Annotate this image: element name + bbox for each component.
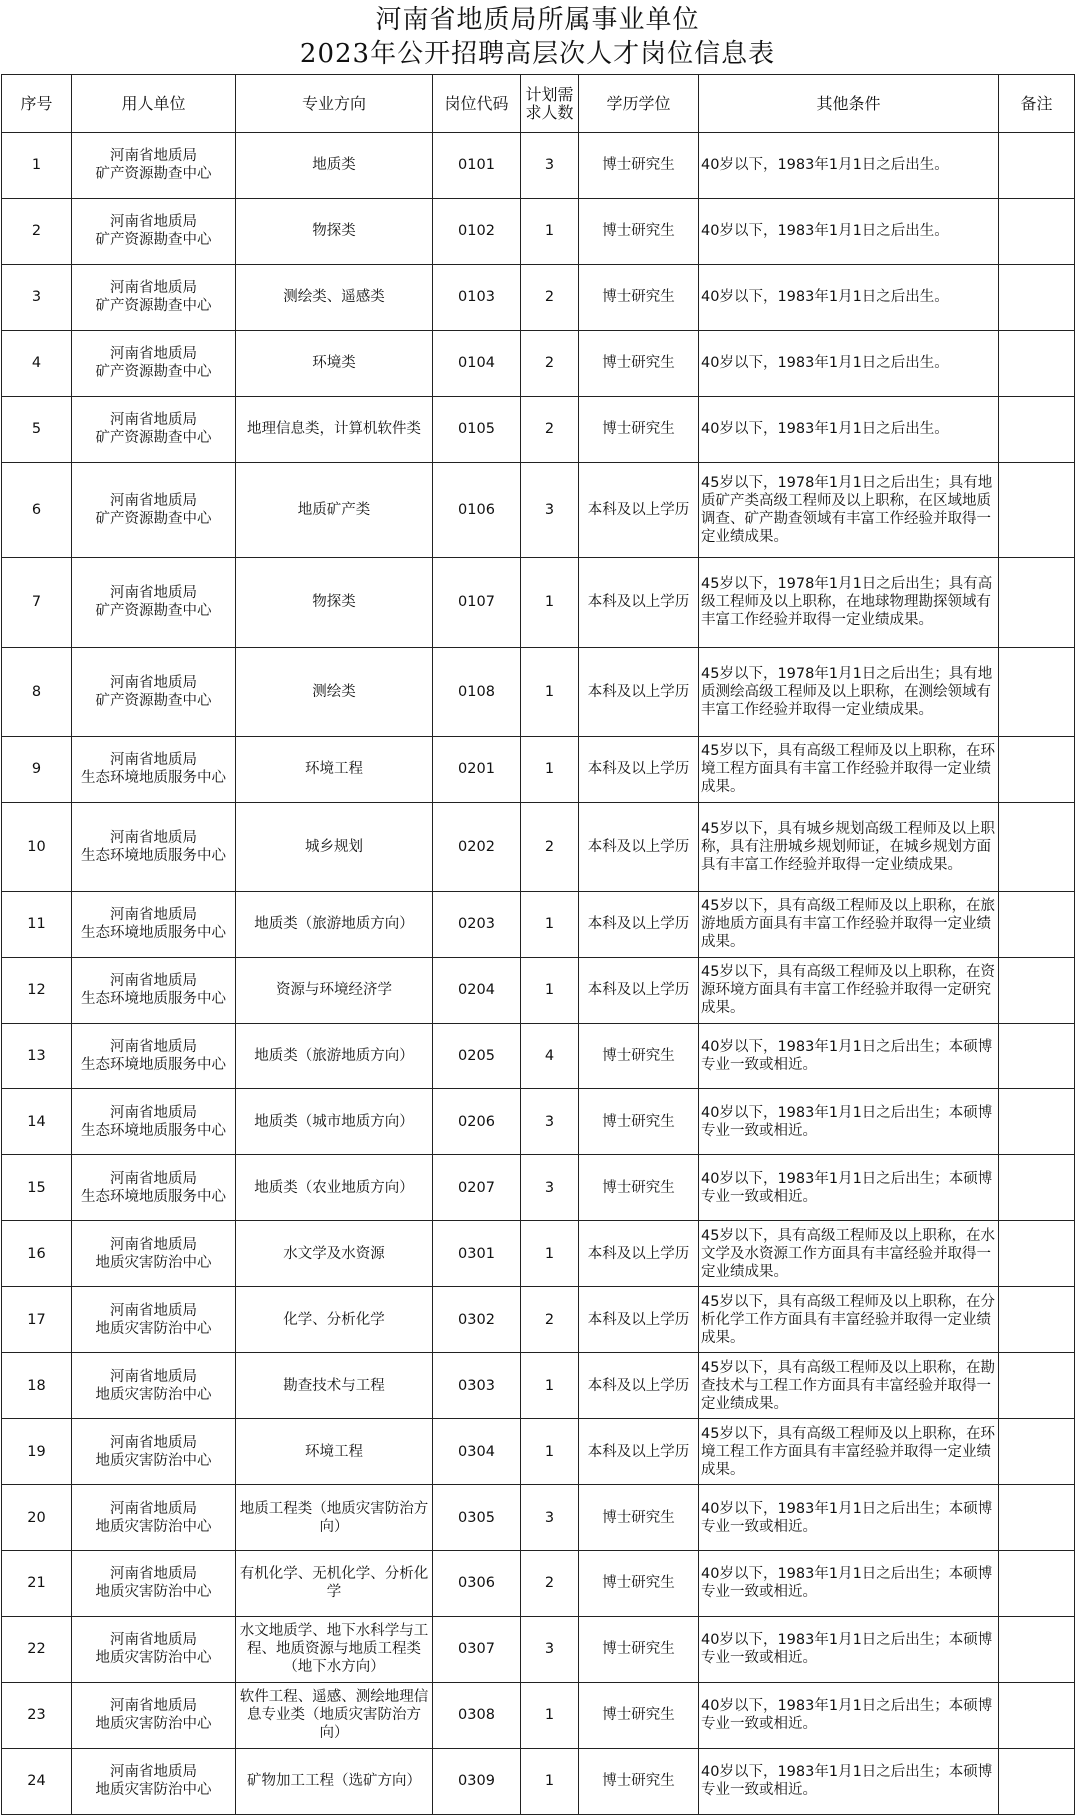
cell-no: 20 [2, 1485, 72, 1551]
cell-major: 矿物加工工程（选矿方向） [236, 1748, 433, 1814]
cell-major: 水文学及水资源 [236, 1221, 433, 1287]
unit-line: 矿产资源勘查中心 [95, 298, 212, 315]
cell-unit [72, 330, 236, 396]
cell-cond: 45岁以下，具有高级工程师及以上职称，在环境工程方面具有丰富工作经验并取得一定业绩成果。 [699, 736, 999, 802]
cell-unit [72, 736, 236, 802]
cell-cond: 40岁以下，1983年1月1日之后出生。 [699, 396, 999, 462]
cell-major: 地质工程类（地质灾害防治方向） [236, 1485, 433, 1551]
cell-no: 16 [2, 1221, 72, 1287]
cell-note [999, 198, 1075, 264]
cell-no: 14 [2, 1089, 72, 1155]
cell-count: 2 [521, 264, 579, 330]
cell-major: 城乡规划 [236, 802, 433, 891]
cell-unit [72, 1287, 236, 1353]
cell-count: 1 [521, 1221, 579, 1287]
cell-code: 0308 [433, 1682, 521, 1748]
cell-note [999, 330, 1075, 396]
cell-edu: 本科及以上学历 [579, 1287, 699, 1353]
unit-line: 河南省地质局 [110, 1302, 197, 1319]
unit-line: 河南省地质局 [110, 1038, 197, 1055]
unit-line: 河南省地质局 [110, 752, 197, 769]
cell-edu: 本科及以上学历 [579, 1419, 699, 1485]
cell-major: 化学、分析化学 [236, 1287, 433, 1353]
cell-unit [72, 802, 236, 891]
table-row [2, 1353, 1075, 1419]
cell-edu: 博士研究生 [579, 1682, 699, 1748]
col-header-code: 岗位代码 [433, 75, 521, 133]
cell-cond: 45岁以下，具有城乡规划高级工程师及以上职称，具有注册城乡规划师证，在城乡规划方面具有丰富工作经验并取得一定业绩成果。 [699, 802, 999, 891]
unit-line: 河南省地质局 [110, 1170, 197, 1187]
table-header-row [2, 75, 1075, 133]
cell-note [999, 957, 1075, 1023]
cell-edu: 博士研究生 [579, 1616, 699, 1682]
cell-edu: 本科及以上学历 [579, 736, 699, 802]
cell-code: 0106 [433, 462, 521, 557]
table-row [2, 1287, 1075, 1353]
cell-unit [72, 462, 236, 557]
cell-no: 7 [2, 557, 72, 647]
unit-line: 河南省地质局 [110, 346, 197, 363]
cell-count: 1 [521, 1682, 579, 1748]
cell-count: 1 [521, 957, 579, 1023]
cell-cond: 40岁以下，1983年1月1日之后出生；本硕博专业一致或相近。 [699, 1485, 999, 1551]
cell-count: 1 [521, 647, 579, 736]
cell-code: 0307 [433, 1616, 521, 1682]
cell-code: 0102 [433, 198, 521, 264]
cell-edu: 博士研究生 [579, 1155, 699, 1221]
cell-note [999, 1353, 1075, 1419]
cell-major: 勘查技术与工程 [236, 1353, 433, 1419]
cell-unit [72, 1089, 236, 1155]
cell-major: 软件工程、遥感、测绘地理信息专业类（地质灾害防治方向） [236, 1682, 433, 1748]
cell-code: 0202 [433, 802, 521, 891]
table-row [2, 1419, 1075, 1485]
title-line-1: 河南省地质局所属事业单位 [375, 5, 700, 35]
unit-line: 矿产资源勘查中心 [95, 364, 212, 381]
table-row [2, 1023, 1075, 1089]
cell-code: 0103 [433, 264, 521, 330]
unit-line: 生态环境地质服务中心 [81, 991, 226, 1008]
cell-cond: 40岁以下，1983年1月1日之后出生；本硕博专业一致或相近。 [699, 1551, 999, 1617]
cell-no: 6 [2, 462, 72, 557]
cell-count: 3 [521, 1155, 579, 1221]
cell-cond: 40岁以下，1983年1月1日之后出生。 [699, 330, 999, 396]
cell-edu: 博士研究生 [579, 1748, 699, 1814]
cell-count: 2 [521, 1287, 579, 1353]
table-row [2, 1551, 1075, 1617]
cell-no: 18 [2, 1353, 72, 1419]
cell-count: 2 [521, 396, 579, 462]
cell-major: 地质类（农业地质方向） [236, 1155, 433, 1221]
table-row [2, 736, 1075, 802]
cell-cond: 45岁以下，具有高级工程师及以上职称，在旅游地质方面具有丰富工作经验并取得一定业绩成果。 [699, 891, 999, 957]
col-header-major: 专业方向 [236, 75, 433, 133]
cell-major: 有机化学、无机化学、分析化学 [236, 1551, 433, 1617]
unit-line: 河南省地质局 [110, 280, 197, 297]
cell-note [999, 557, 1075, 647]
cell-major: 物探类 [236, 198, 433, 264]
cell-unit [72, 891, 236, 957]
cell-count: 3 [521, 1485, 579, 1551]
cell-major: 地质类 [236, 133, 433, 199]
cell-edu: 博士研究生 [579, 198, 699, 264]
cell-no: 24 [2, 1748, 72, 1814]
cell-major: 地质类（旅游地质方向） [236, 1023, 433, 1089]
cell-code: 0301 [433, 1221, 521, 1287]
cell-unit [72, 198, 236, 264]
unit-line: 生态环境地质服务中心 [81, 925, 226, 942]
cell-note [999, 396, 1075, 462]
cell-note [999, 736, 1075, 802]
cell-note [999, 1023, 1075, 1089]
unit-line: 地质灾害防治中心 [95, 1254, 212, 1271]
unit-line: 矿产资源勘查中心 [95, 692, 212, 709]
cell-count: 1 [521, 557, 579, 647]
cell-unit [72, 1682, 236, 1748]
cell-unit [72, 647, 236, 736]
col-header-count: 计划需求人数 [521, 75, 579, 133]
cell-cond: 40岁以下，1983年1月1日之后出生；本硕博专业一致或相近。 [699, 1089, 999, 1155]
unit-line: 河南省地质局 [110, 1698, 197, 1715]
table-body [2, 133, 1075, 1815]
cell-cond: 40岁以下，1983年1月1日之后出生；本硕博专业一致或相近。 [699, 1616, 999, 1682]
cell-no: 13 [2, 1023, 72, 1089]
table-row [2, 133, 1075, 199]
unit-line: 地质灾害防治中心 [95, 1782, 212, 1799]
cell-no: 1 [2, 133, 72, 199]
table-row [2, 330, 1075, 396]
cell-edu: 本科及以上学历 [579, 802, 699, 891]
positions-table [1, 74, 1075, 1815]
cell-unit [72, 1748, 236, 1814]
table-row [2, 647, 1075, 736]
cell-edu: 本科及以上学历 [579, 462, 699, 557]
col-header-cond: 其他条件 [699, 75, 999, 133]
cell-note [999, 462, 1075, 557]
cell-code: 0309 [433, 1748, 521, 1814]
cell-cond: 45岁以下，1978年1月1日之后出生；具有地质矿产类高级工程师及以上职称，在区域地质调查、矿产勘查领域有丰富工作经验并取得一定业绩成果。 [699, 462, 999, 557]
unit-line: 地质灾害防治中心 [95, 1452, 212, 1469]
cell-edu: 博士研究生 [579, 1551, 699, 1617]
cell-major: 测绘类 [236, 647, 433, 736]
cell-unit [72, 1353, 236, 1419]
cell-count: 3 [521, 462, 579, 557]
cell-cond: 45岁以下，具有高级工程师及以上职称，在资源环境方面具有丰富工作经验并取得一定研究成果。 [699, 957, 999, 1023]
cell-unit [72, 557, 236, 647]
table-row [2, 1089, 1075, 1155]
cell-unit [72, 1485, 236, 1551]
cell-code: 0306 [433, 1551, 521, 1617]
col-header-note: 备注 [999, 75, 1075, 133]
cell-code: 0205 [433, 1023, 521, 1089]
cell-major: 环境类 [236, 330, 433, 396]
cell-count: 1 [521, 1748, 579, 1814]
table-row [2, 1485, 1075, 1551]
cell-edu: 本科及以上学历 [579, 957, 699, 1023]
cell-count: 1 [521, 198, 579, 264]
cell-unit [72, 264, 236, 330]
unit-line: 地质灾害防治中心 [95, 1320, 212, 1337]
cell-major: 地质矿产类 [236, 462, 433, 557]
cell-note [999, 1748, 1075, 1814]
unit-line: 河南省地质局 [110, 1632, 197, 1649]
unit-line: 地质灾害防治中心 [95, 1386, 212, 1403]
cell-unit [72, 133, 236, 199]
cell-count: 2 [521, 1551, 579, 1617]
cell-cond: 45岁以下，1978年1月1日之后出生；具有高级工程师及以上职称，在地球物理勘探领域有丰富工作经验并取得一定业绩成果。 [699, 557, 999, 647]
cell-major: 物探类 [236, 557, 433, 647]
unit-line: 河南省地质局 [110, 1500, 197, 1517]
table-row [2, 891, 1075, 957]
cell-no: 23 [2, 1682, 72, 1748]
cell-note [999, 1551, 1075, 1617]
cell-count: 3 [521, 1616, 579, 1682]
cell-edu: 本科及以上学历 [579, 1221, 699, 1287]
cell-major: 环境工程 [236, 736, 433, 802]
cell-note [999, 802, 1075, 891]
cell-major: 测绘类、遥感类 [236, 264, 433, 330]
cell-cond: 40岁以下，1983年1月1日之后出生；本硕博专业一致或相近。 [699, 1155, 999, 1221]
cell-no: 9 [2, 736, 72, 802]
table-row [2, 264, 1075, 330]
title-line-2: 2023年公开招聘高层次人才岗位信息表 [299, 39, 776, 69]
cell-cond: 45岁以下，具有高级工程师及以上职称，在勘查技术与工程工作方面具有丰富经验并取得一定业绩成果。 [699, 1353, 999, 1419]
cell-cond: 40岁以下，1983年1月1日之后出生。 [699, 133, 999, 199]
cell-no: 2 [2, 198, 72, 264]
cell-edu: 博士研究生 [579, 1485, 699, 1551]
table-row [2, 802, 1075, 891]
unit-line: 河南省地质局 [110, 1104, 197, 1121]
cell-code: 0304 [433, 1419, 521, 1485]
cell-cond: 40岁以下，1983年1月1日之后出生；本硕博专业一致或相近。 [699, 1023, 999, 1089]
cell-count: 2 [521, 330, 579, 396]
cell-note [999, 891, 1075, 957]
cell-major: 水文地质学、地下水科学与工程、地质资源与地质工程类（地下水方向） [236, 1616, 433, 1682]
unit-line: 矿产资源勘查中心 [95, 430, 212, 447]
cell-unit [72, 1023, 236, 1089]
cell-no: 22 [2, 1616, 72, 1682]
cell-major: 地理信息类，计算机软件类 [236, 396, 433, 462]
cell-code: 0206 [433, 1089, 521, 1155]
cell-major: 资源与环境经济学 [236, 957, 433, 1023]
cell-code: 0104 [433, 330, 521, 396]
cell-code: 0201 [433, 736, 521, 802]
table-row [2, 557, 1075, 647]
cell-cond: 40岁以下，1983年1月1日之后出生。 [699, 264, 999, 330]
cell-cond: 45岁以下，具有高级工程师及以上职称，在水文学及水资源工作方面具有丰富经验并取得一定业绩成果。 [699, 1221, 999, 1287]
table-row [2, 957, 1075, 1023]
col-header-unit: 用人单位 [72, 75, 236, 133]
unit-line: 地质灾害防治中心 [95, 1716, 212, 1733]
cell-code: 0101 [433, 133, 521, 199]
cell-cond: 45岁以下，具有高级工程师及以上职称，在分析化学工作方面具有丰富经验并取得一定业绩成果。 [699, 1287, 999, 1353]
unit-line: 生态环境地质服务中心 [81, 1056, 226, 1073]
unit-line: 河南省地质局 [110, 1764, 197, 1781]
cell-edu: 博士研究生 [579, 1089, 699, 1155]
cell-note [999, 647, 1075, 736]
unit-line: 地质灾害防治中心 [95, 1650, 212, 1667]
col-header-edu: 学历学位 [579, 75, 699, 133]
unit-line: 河南省地质局 [110, 148, 197, 165]
table-row [2, 198, 1075, 264]
table-row [2, 1682, 1075, 1748]
cell-major: 地质类（旅游地质方向） [236, 891, 433, 957]
unit-line: 矿产资源勘查中心 [95, 232, 212, 249]
cell-note [999, 1089, 1075, 1155]
cell-no: 3 [2, 264, 72, 330]
cell-count: 3 [521, 133, 579, 199]
cell-edu: 博士研究生 [579, 330, 699, 396]
unit-line: 河南省地质局 [110, 1368, 197, 1385]
table-row [2, 1155, 1075, 1221]
cell-unit [72, 957, 236, 1023]
cell-code: 0303 [433, 1353, 521, 1419]
cell-code: 0207 [433, 1155, 521, 1221]
cell-no: 19 [2, 1419, 72, 1485]
unit-line: 生态环境地质服务中心 [81, 847, 226, 864]
cell-note [999, 1155, 1075, 1221]
cell-edu: 博士研究生 [579, 133, 699, 199]
cell-no: 5 [2, 396, 72, 462]
unit-line: 河南省地质局 [110, 674, 197, 691]
cell-unit [72, 1155, 236, 1221]
unit-line: 河南省地质局 [110, 412, 197, 429]
unit-line: 河南省地质局 [110, 829, 197, 846]
cell-note [999, 264, 1075, 330]
col-header-no: 序号 [2, 75, 72, 133]
unit-line: 生态环境地质服务中心 [81, 1122, 226, 1139]
unit-line: 河南省地质局 [110, 492, 197, 509]
cell-cond: 40岁以下，1983年1月1日之后出生；本硕博专业一致或相近。 [699, 1682, 999, 1748]
cell-no: 10 [2, 802, 72, 891]
unit-line: 河南省地质局 [110, 907, 197, 924]
cell-major: 环境工程 [236, 1419, 433, 1485]
table-row [2, 462, 1075, 557]
cell-code: 0305 [433, 1485, 521, 1551]
cell-major: 地质类（城市地质方向） [236, 1089, 433, 1155]
unit-line: 河南省地质局 [110, 585, 197, 602]
cell-cond: 45岁以下，具有高级工程师及以上职称，在环境工程工作方面具有丰富经验并取得一定业绩成果。 [699, 1419, 999, 1485]
cell-edu: 博士研究生 [579, 1023, 699, 1089]
unit-line: 生态环境地质服务中心 [81, 770, 226, 787]
cell-note [999, 1221, 1075, 1287]
cell-no: 15 [2, 1155, 72, 1221]
table-row [2, 1748, 1075, 1814]
cell-no: 4 [2, 330, 72, 396]
unit-line: 河南省地质局 [110, 1434, 197, 1451]
cell-no: 17 [2, 1287, 72, 1353]
cell-unit [72, 1551, 236, 1617]
cell-unit [72, 1221, 236, 1287]
cell-edu: 本科及以上学历 [579, 891, 699, 957]
cell-count: 1 [521, 1353, 579, 1419]
unit-line: 矿产资源勘查中心 [95, 166, 212, 183]
cell-code: 0203 [433, 891, 521, 957]
cell-code: 0108 [433, 647, 521, 736]
cell-count: 1 [521, 891, 579, 957]
cell-code: 0204 [433, 957, 521, 1023]
unit-line: 河南省地质局 [110, 1236, 197, 1253]
unit-line: 地质灾害防治中心 [95, 1584, 212, 1601]
cell-note [999, 133, 1075, 199]
cell-no: 11 [2, 891, 72, 957]
cell-edu: 本科及以上学历 [579, 647, 699, 736]
cell-cond: 45岁以下，1978年1月1日之后出生；具有地质测绘高级工程师及以上职称，在测绘领域有丰富工作经验并取得一定业绩成果。 [699, 647, 999, 736]
cell-edu: 本科及以上学历 [579, 1353, 699, 1419]
unit-line: 河南省地质局 [110, 973, 197, 990]
cell-count: 4 [521, 1023, 579, 1089]
cell-cond: 40岁以下，1983年1月1日之后出生；本硕博专业一致或相近。 [699, 1748, 999, 1814]
cell-count: 3 [521, 1089, 579, 1155]
cell-no: 12 [2, 957, 72, 1023]
cell-code: 0107 [433, 557, 521, 647]
cell-code: 0302 [433, 1287, 521, 1353]
cell-edu: 博士研究生 [579, 396, 699, 462]
cell-note [999, 1616, 1075, 1682]
cell-count: 1 [521, 1419, 579, 1485]
cell-count: 2 [521, 802, 579, 891]
cell-note [999, 1485, 1075, 1551]
cell-note [999, 1419, 1075, 1485]
cell-cond: 40岁以下，1983年1月1日之后出生。 [699, 198, 999, 264]
cell-unit [72, 1419, 236, 1485]
cell-edu: 本科及以上学历 [579, 557, 699, 647]
unit-line: 矿产资源勘查中心 [95, 603, 212, 620]
table-row [2, 1616, 1075, 1682]
unit-line: 矿产资源勘查中心 [95, 510, 212, 527]
unit-line: 生态环境地质服务中心 [81, 1188, 226, 1205]
table-row [2, 396, 1075, 462]
cell-edu: 博士研究生 [579, 264, 699, 330]
unit-line: 地质灾害防治中心 [95, 1518, 212, 1535]
cell-no: 8 [2, 647, 72, 736]
cell-note [999, 1287, 1075, 1353]
page-title [0, 0, 1075, 74]
unit-line: 河南省地质局 [110, 1566, 197, 1583]
cell-unit [72, 1616, 236, 1682]
cell-note [999, 1682, 1075, 1748]
cell-count: 1 [521, 736, 579, 802]
cell-code: 0105 [433, 396, 521, 462]
cell-unit [72, 396, 236, 462]
cell-no: 21 [2, 1551, 72, 1617]
unit-line: 河南省地质局 [110, 214, 197, 231]
table-row [2, 1221, 1075, 1287]
